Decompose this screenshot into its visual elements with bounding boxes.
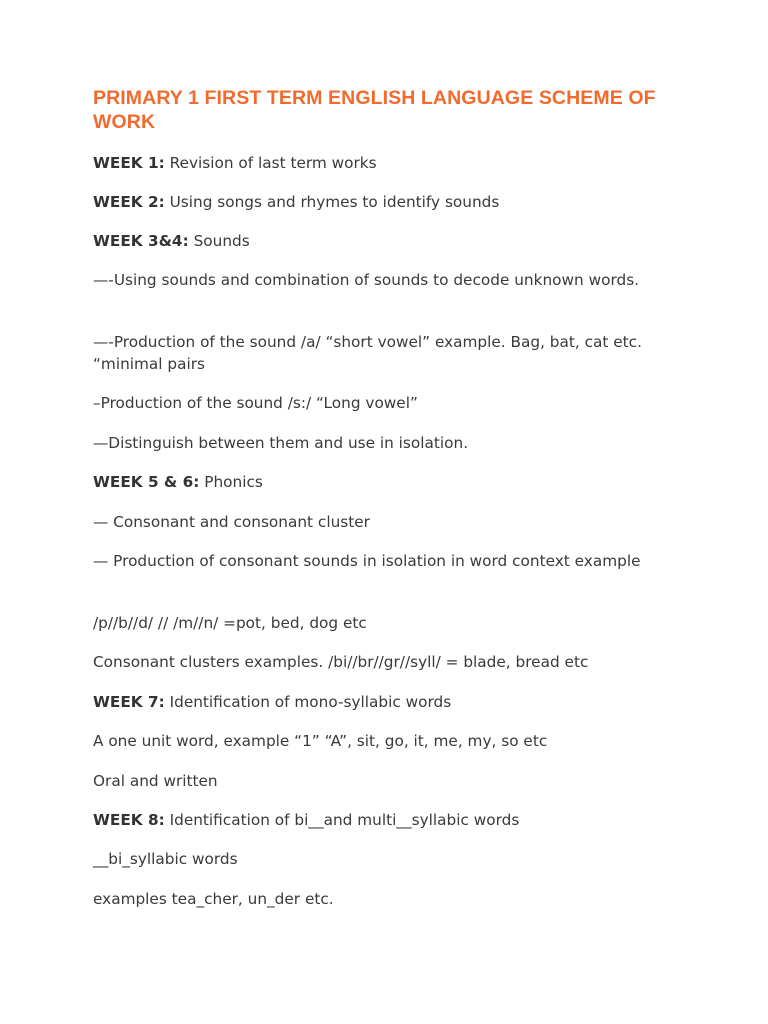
sounds-item [93, 392, 683, 414]
line-text: Phonics [204, 473, 263, 491]
week-label: WEEK 1: [93, 154, 165, 172]
line-text: Using songs and rhymes to identify sounds [169, 193, 500, 211]
phonics-item [93, 511, 683, 533]
sounds-item [93, 269, 683, 291]
phonics-item [93, 651, 683, 673]
line-text: Sounds [193, 232, 250, 250]
sounds-item [93, 331, 683, 375]
line-text: —Distinguish between them and use in isolation. [93, 434, 469, 452]
week-label: WEEK 7: [93, 693, 165, 711]
line-text: A one unit word, example “1” “A”, sit, go, it, me, my, so etc [93, 732, 548, 750]
line-text: Identification of bi__and multi__syllabic words [169, 811, 520, 829]
line-text: Revision of last term works [169, 154, 377, 172]
bi-syllabic-item [93, 848, 683, 870]
line-text: –Production of the sound /s:/ “Long vowel” [93, 394, 418, 412]
week-label: WEEK 2: [93, 193, 165, 211]
week-2-line [93, 191, 683, 213]
line-text: — Production of consonant sounds in isolation in word context example [93, 552, 641, 570]
bi-syllabic-item [93, 888, 683, 910]
line-text: Consonant clusters examples. /bi//br//gr//syll/ = blade, bread etc [93, 653, 589, 671]
week-1-line [93, 152, 683, 174]
line-text: — Consonant and consonant cluster [93, 513, 370, 531]
line-text: __bi_syllabic words [93, 850, 238, 868]
week-7-line [93, 691, 683, 713]
line-text: Oral and written [93, 772, 218, 790]
sounds-item [93, 432, 683, 454]
week-label: WEEK 8: [93, 811, 165, 829]
week-3-4-line [93, 230, 683, 252]
line-text: Identification of mono-syllabic words [169, 693, 452, 711]
line-text: /p//b//d/ // /m//n/ =pot, bed, dog etc [93, 614, 367, 632]
document-page [93, 86, 683, 908]
document-title: PRIMARY 1 FIRST TERM ENGLISH LANGUAGE SCHEME OF WORK [93, 87, 656, 133]
week-5-6-line [93, 471, 683, 493]
line-text: —-Using sounds and combination of sounds to decode unknown words. [93, 271, 640, 289]
line-text: —-Production of the sound /a/ “short vowel” example. Bag, bat, cat etc. “minimal pairs [93, 333, 642, 373]
phonics-item [93, 612, 683, 634]
phonics-item [93, 550, 683, 572]
week-label: WEEK 5 & 6: [93, 473, 200, 491]
mono-syllabic-item [93, 730, 683, 752]
week-8-line [93, 809, 683, 831]
week-label: WEEK 3&4: [93, 232, 189, 250]
line-text: examples tea_cher, un_der etc. [93, 890, 334, 908]
mono-syllabic-item [93, 770, 683, 792]
